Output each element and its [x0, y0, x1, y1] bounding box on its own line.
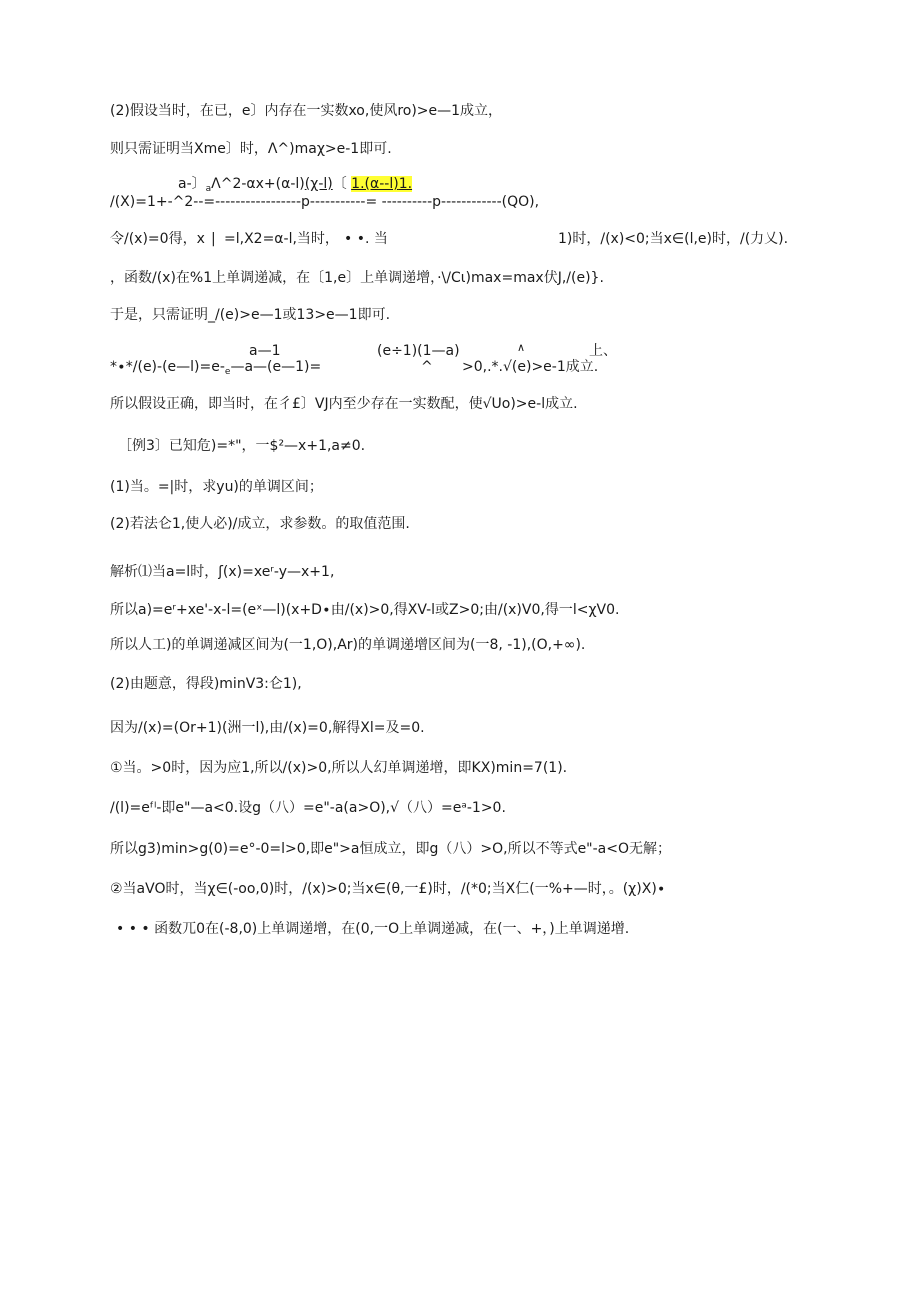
- text-line: >0,.*.√(e)>e-1成立.: [462, 359, 599, 375]
- text-line: /(X)=1+-^2--=-----------------p-----------= ----------p------------(QO),: [110, 194, 540, 210]
- text-line: |: [211, 231, 216, 247]
- fraction-numerator: (e÷1)(1—a): [377, 343, 460, 359]
- text-line: • • • 函数兀0在(-8,0)上单调递增，在(0,一O上单调递减，在(一、+，)上单调递增.: [116, 921, 630, 937]
- text-line: 解析⑴当a=l时，ʃ(x)=xeʳ-y—x+1,: [110, 564, 335, 580]
- text-line: • •. 当: [344, 231, 388, 247]
- example-heading: ［例3〕已知危)=*"，一$²—x+1,a≠0.: [118, 438, 366, 454]
- text-line: ，函数/(x)在%1上单调递减，在〔1,e〕上单调递增，·\/Cι)max=max伏J,/(e)}.: [110, 270, 604, 286]
- text-line: ②当aVO时，当χ∈(-oo,0)时，/(x)>0;当x∈(θ,一£)时，/(*0;当X仁(一%+—时，。(χ)X)∙: [110, 881, 666, 897]
- text-line: 1)时，/(x)<0;当x∈(l,e)时，/(力乂).: [558, 231, 789, 247]
- text-line: /(l)=eᶠˡ-即e"—a<0.设g（八）=e"-a(a>O),√（八）=eᵃ-1>0.: [110, 800, 506, 816]
- text-line: (2)由题意，得段)minV3:仑1),: [110, 676, 302, 692]
- highlighted-term: 1.(α--l): [351, 176, 399, 192]
- text-line: 所以人工)的单调递减区间为(一1,O),Ar)的单调递增区间为(一8, -1),(O,+∞).: [110, 637, 586, 653]
- text-line: 因为/(x)=(Or+1)(洲一l),由/(x)=0,解得Xl=及=0.: [110, 720, 425, 736]
- text-line: 则只需证明当Xme〕时，Λ^)maχ>e-1即可.: [110, 141, 392, 157]
- formula-top: a-〕$_a$Λ^2-αx+(α-l)(χ-l)〔 1.(α--l)1.: [178, 176, 413, 194]
- text-line: 所以a)=eʳ+xe'-x-l=(eˣ—l)(x+D∙由/(x)>0,得XV-l或Z>0;由/(x)V0,得一l<χV0.: [110, 602, 620, 618]
- text-fragment: 上、: [589, 343, 617, 359]
- text-line: =l,X2=α-l,当时，: [224, 231, 339, 247]
- text-line: (2)假设当时，在已，e〕内存在一实数xo,使风ro)>e—1成立，: [110, 103, 503, 119]
- highlighted-term: 1.: [398, 176, 413, 192]
- text-line: 于是，只需证明_/(e)>e—1或13>e—1即可.: [110, 307, 391, 323]
- text-line: ①当。>0时，因为应1,所以/(x)>0,所以人幻单调递增，即KX)min=7(1).: [110, 760, 568, 776]
- text-line: 所以假设正确，即当时，在彳£〕VJ内至少存在一实数配，使√Uo)>e-l成立.: [110, 396, 578, 412]
- caret-mark: ∧: [517, 341, 526, 354]
- text-line: (2)若法仑1,使人必)/成立，求参数。的取值范围.: [110, 516, 410, 532]
- text-line: $*\cdot*/(e)-(e—l)=e-_e—a—(e—1)=$: [110, 359, 322, 377]
- text-line: 所以g3)min>g(0)=e°-0=l>0,即e">a恒成立，即g（八）>O,所以不等式e"-a<O无解；: [110, 841, 671, 857]
- fraction-numerator: a—1: [249, 343, 281, 359]
- caret-mark: ^: [421, 359, 433, 375]
- text-line: 令/(x)=0得，x: [110, 231, 205, 247]
- text-line: (1)当。=|时，求yu)的单调区间；: [110, 479, 323, 495]
